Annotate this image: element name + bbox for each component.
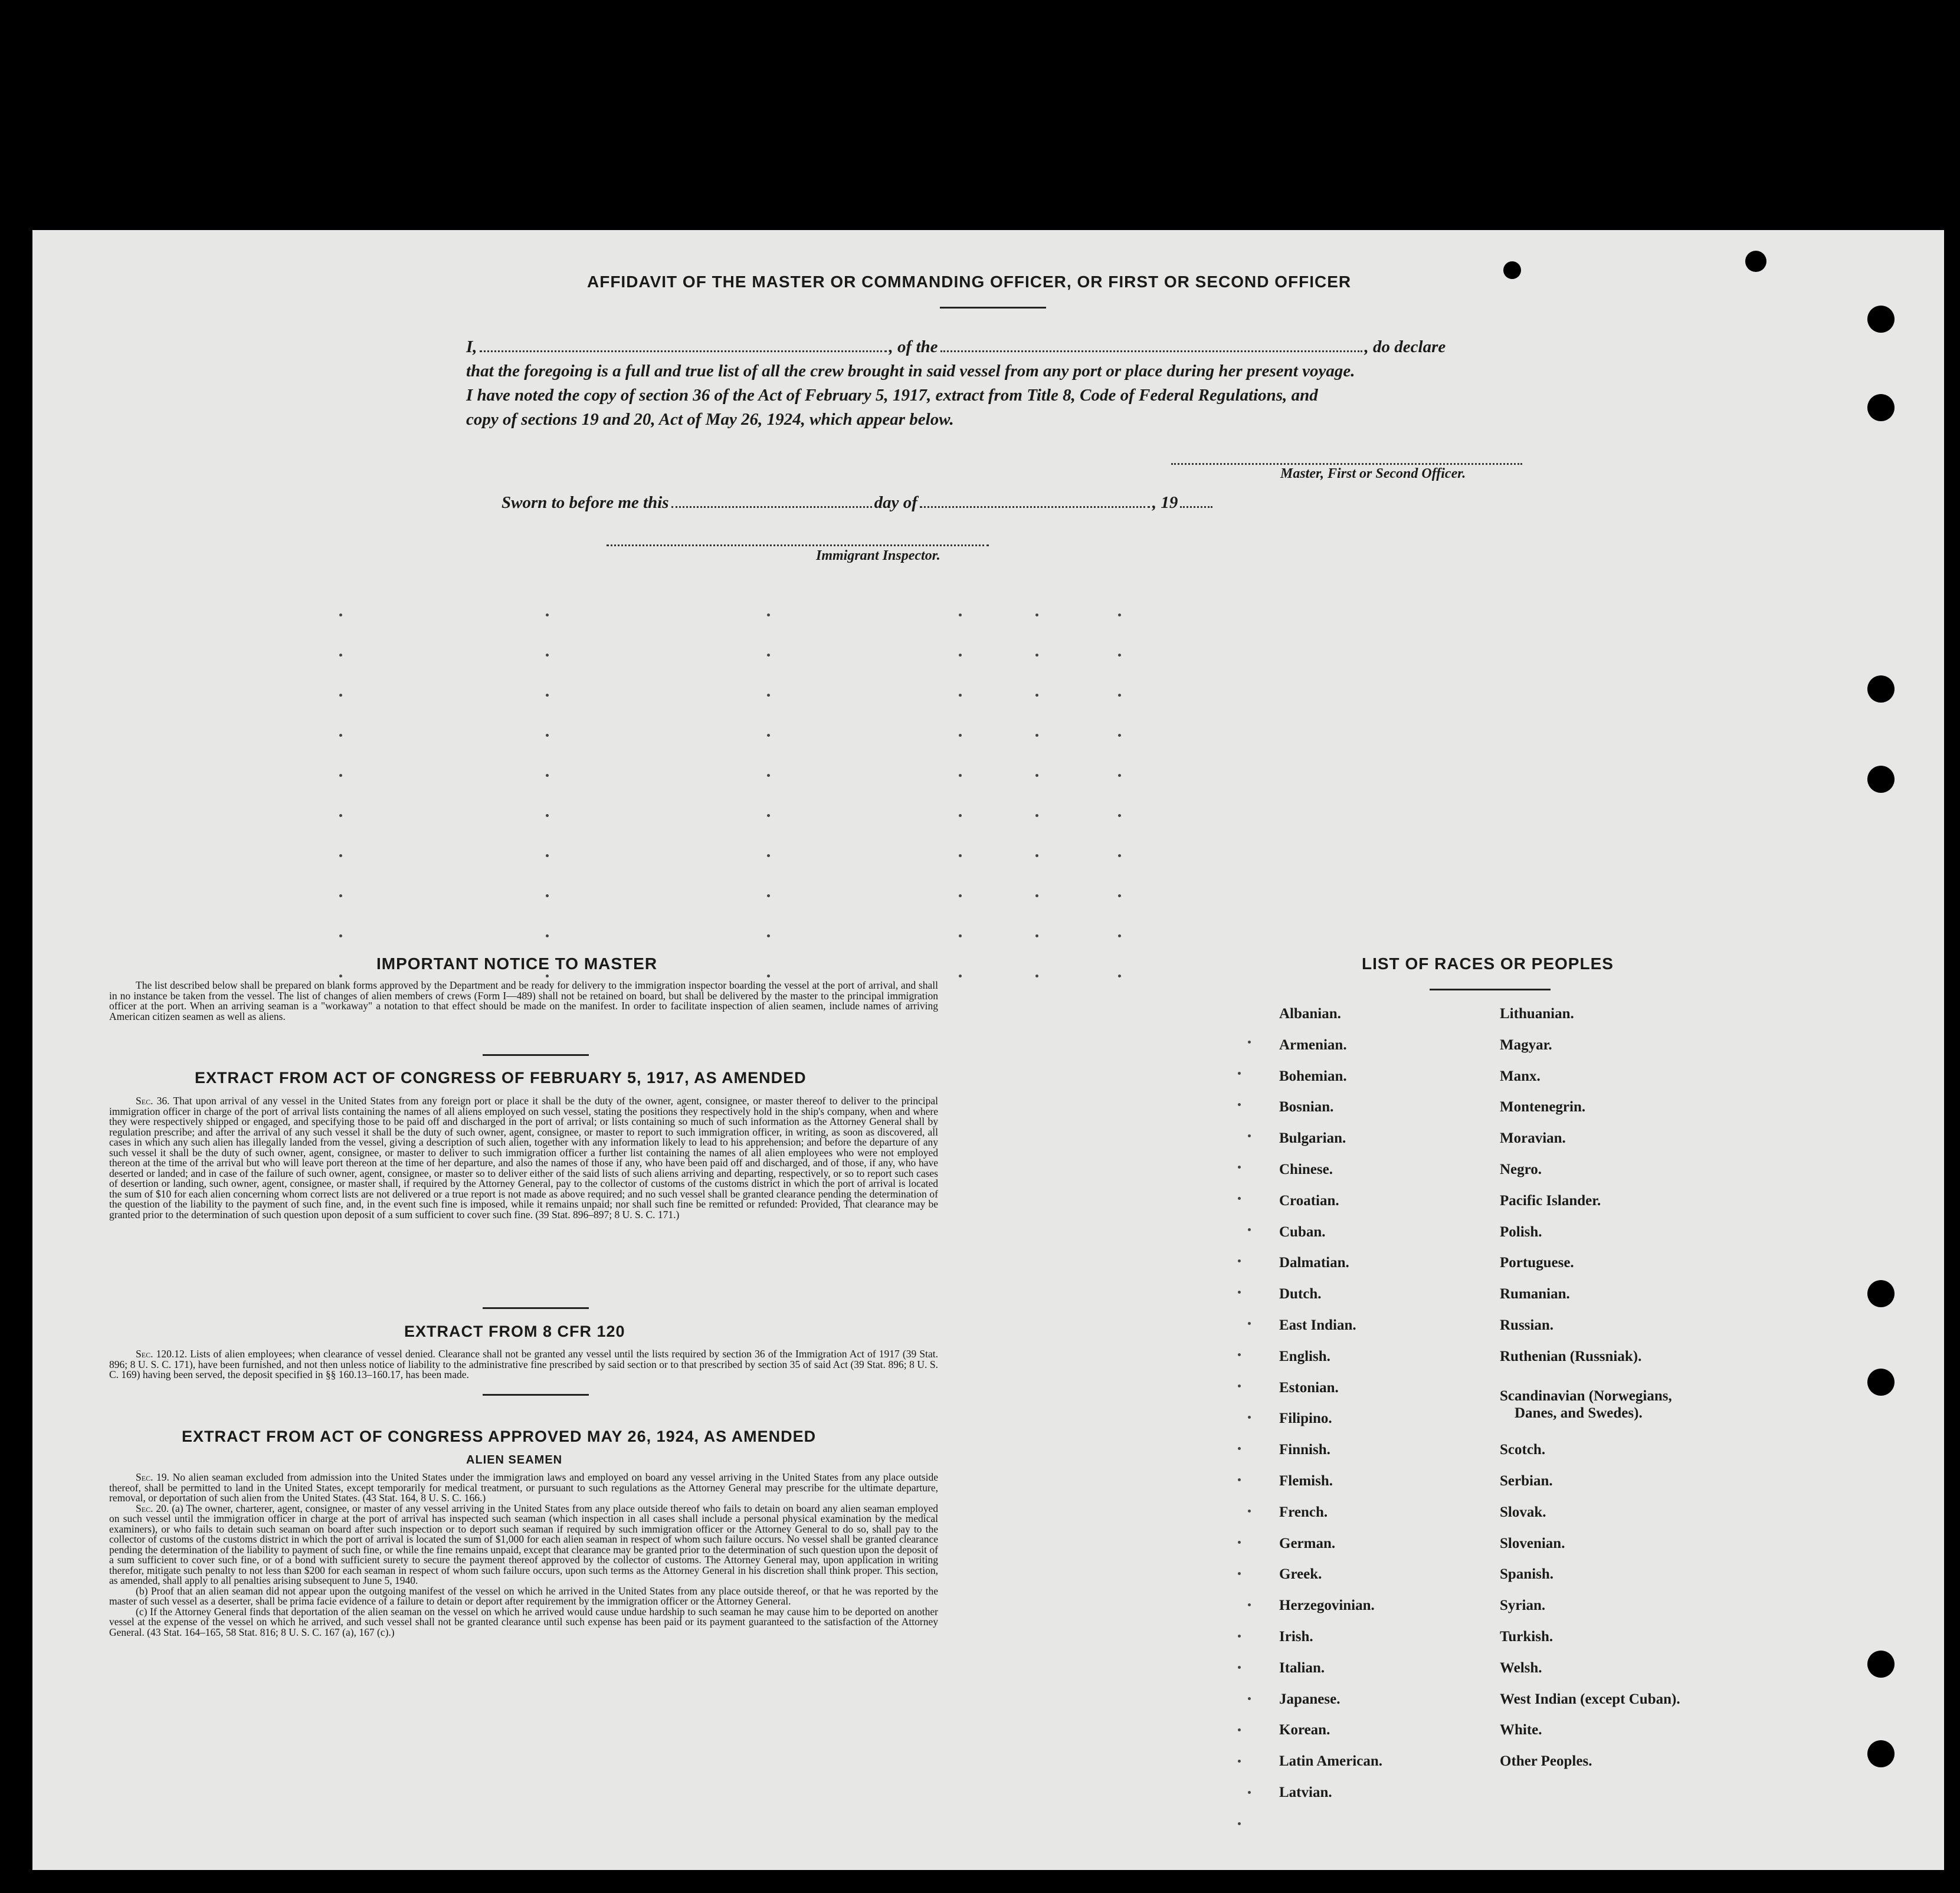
sec-20a-body: (a) The owner, charterer, agent, consignee, or master of any vessel arriving in the United States from any place outside thereof who fails to detain on board any alien seaman employed on such vessel until the immigration officer in charge at the port of arrival has inspected such seaman (which inspection in all cases shall include a personal physical examination by the medical examiners), or who fails to detain such seaman on board after such inspection or to deport such seaman if required by such immigration officer or the Attorney General to do so, shall pay to the collector of customs of the customs district in which the port of arrival is located the sum of $1,000 for each alien seaman in respect of whom such failure occurs. No vessel shall be granted clearance pending the determination of the liability to payment of such fine, or while the fine remains unpaid, except that clearance may be granted prior to the determination of such question upon the deposit of a sum sufficient to cover such fine, or of a bond with sufficient surety to secure the payment thereof approved by the collector of customs. The Attorney General may, upon application in writing therefor, mitigate such penalty to not less than $200 for each seaman in respect of whom such failure occurs, upon such terms as the Attorney General in his discretion shall think proper. This section, as amended, shall apply to all penalties arising subsequent to June 5, 1940. xyxy=(109,1502,938,1586)
race-item: Magyar. xyxy=(1500,1036,1552,1053)
sec-20-label: Sec. 20. xyxy=(136,1502,169,1514)
speck xyxy=(1118,854,1121,857)
alien-seamen-subtitle: ALIEN SEAMEN xyxy=(466,1454,563,1466)
race-item: Korean. xyxy=(1279,1722,1330,1738)
speck xyxy=(1238,1541,1241,1544)
speck xyxy=(339,774,342,777)
race-item: Japanese. xyxy=(1279,1691,1340,1707)
speck xyxy=(339,975,342,977)
sec-19-body: No alien seaman excluded from admission into the United States under the immigration laws and employed on board any vessel arriving in the United States from any place outside thereof, shall be permitted to land in the United States, except temporarily for medical treatment, or pursuant to such regulations as the Attorney General may prescribe for the ultimate departure, removal, or deportation of such alien from the United States. (43 Stat. 164, 8 U. S. C. 166.) xyxy=(109,1471,938,1504)
speck xyxy=(1118,814,1121,817)
speck xyxy=(1035,934,1038,937)
speck xyxy=(1035,613,1038,616)
speck xyxy=(546,694,549,697)
speck xyxy=(1238,1447,1241,1450)
speck xyxy=(959,934,962,937)
speck xyxy=(339,654,342,657)
vessel-field[interactable] xyxy=(940,348,1362,352)
speck xyxy=(767,814,770,817)
inspector-signature-line[interactable] xyxy=(607,544,989,546)
divider xyxy=(483,1054,589,1056)
speck xyxy=(546,613,549,616)
speck xyxy=(1238,1353,1241,1356)
race-item: Croatian. xyxy=(1279,1192,1339,1209)
speck xyxy=(1238,1103,1241,1106)
sworn-line xyxy=(502,493,1215,513)
speck xyxy=(959,894,962,897)
sworn-year: , 19 xyxy=(1152,493,1178,512)
inspector-signature-label: Immigrant Inspector. xyxy=(816,548,940,563)
speck xyxy=(1238,1166,1241,1169)
ink-blot xyxy=(1745,251,1766,272)
speck xyxy=(1248,1322,1251,1325)
race-item: Manx. xyxy=(1500,1068,1541,1084)
speck xyxy=(1238,1666,1241,1669)
race-item: Italian. xyxy=(1279,1659,1325,1676)
speck xyxy=(1035,654,1038,657)
race-item: Russian. xyxy=(1500,1317,1554,1333)
affidavit-line-2: that the foregoing is a full and true list of all the crew brought in said vessel from any port or place during her present voyage. xyxy=(466,362,1355,380)
race-item: White. xyxy=(1500,1722,1542,1738)
race-item: Chinese. xyxy=(1279,1162,1333,1177)
speck xyxy=(546,894,549,897)
sworn-year-field[interactable] xyxy=(1180,504,1212,508)
speck xyxy=(339,694,342,697)
speck xyxy=(1238,1478,1241,1481)
speck xyxy=(1118,734,1121,737)
speck xyxy=(1118,774,1121,777)
speck xyxy=(339,854,342,857)
race-item: Slovenian. xyxy=(1500,1535,1565,1551)
speck xyxy=(1118,894,1121,897)
race-item: Pacific Islander. xyxy=(1500,1192,1601,1209)
punch-hole xyxy=(1867,394,1895,421)
speck xyxy=(767,654,770,657)
speck xyxy=(1118,694,1121,697)
extract-1917-title: EXTRACT FROM ACT OF CONGRESS OF FEBRUARY 5, 1917, AS AMENDED xyxy=(195,1069,807,1087)
speck xyxy=(1035,774,1038,777)
speck xyxy=(767,613,770,616)
race-item: Turkish. xyxy=(1500,1629,1553,1645)
master-signature-label: Master, First or Second Officer. xyxy=(1280,466,1466,481)
extract-cfr-title: EXTRACT FROM 8 CFR 120 xyxy=(404,1323,625,1340)
sworn-month-field[interactable] xyxy=(920,504,1150,508)
speck xyxy=(1035,814,1038,817)
speck xyxy=(546,854,549,857)
race-item: Lithuanian. xyxy=(1500,1006,1574,1022)
sec-36-label: Sec. 36. xyxy=(136,1095,170,1107)
speck xyxy=(1035,854,1038,857)
speck xyxy=(1118,934,1121,937)
speck xyxy=(1035,894,1038,897)
notice-text xyxy=(109,980,938,1022)
race-item: Polish. xyxy=(1500,1223,1542,1240)
punch-hole xyxy=(1867,766,1895,793)
speck xyxy=(959,734,962,737)
speck xyxy=(959,774,962,777)
speck xyxy=(339,613,342,616)
race-item: Bosnian. xyxy=(1279,1099,1334,1116)
race-item: Scandinavian (Norwegians, xyxy=(1500,1388,1672,1405)
speck xyxy=(959,854,962,857)
race-item: Scotch. xyxy=(1500,1442,1546,1458)
master-signature-line[interactable] xyxy=(1171,463,1522,465)
race-item: Spanish. xyxy=(1500,1566,1554,1583)
extract-1924-title: EXTRACT FROM ACT OF CONGRESS APPROVED MAY 26, 1924, AS AMENDED xyxy=(182,1428,817,1445)
speck xyxy=(1248,1416,1251,1419)
sec-120-label: Sec. 120.12. xyxy=(136,1348,188,1360)
punch-hole xyxy=(1867,306,1895,333)
speck xyxy=(1248,1603,1251,1606)
race-item: Ruthenian (Russniak). xyxy=(1500,1348,1642,1364)
race-item: Slovak. xyxy=(1500,1504,1546,1520)
divider xyxy=(1430,989,1551,990)
speck xyxy=(1238,1728,1241,1731)
affidavit-line-3: I have noted the copy of section 36 of the Act of February 5, 1917, extract from Title 8, Code of Federal Regulations, and xyxy=(466,386,1318,405)
punch-hole xyxy=(1867,1280,1895,1307)
race-item: Negro. xyxy=(1500,1162,1542,1177)
speck xyxy=(1238,1259,1241,1262)
speck xyxy=(546,734,549,737)
divider xyxy=(940,307,1046,309)
race-item: Syrian. xyxy=(1500,1597,1546,1614)
race-item: Dalmatian. xyxy=(1279,1255,1349,1271)
race-item: French. xyxy=(1279,1504,1328,1520)
punch-hole xyxy=(1867,1369,1895,1396)
race-item: Bohemian. xyxy=(1279,1068,1347,1084)
race-item: Greek. xyxy=(1279,1566,1322,1583)
affidavit-line-4: copy of sections 19 and 20, Act of May 26, 1924, which appear below. xyxy=(466,410,954,429)
punch-hole xyxy=(1867,1740,1895,1767)
punch-hole xyxy=(1867,1651,1895,1678)
name-field[interactable] xyxy=(480,348,887,352)
speck xyxy=(1035,694,1038,697)
race-item: Dutch. xyxy=(1279,1286,1322,1303)
speck xyxy=(1118,654,1121,657)
sworn-prefix: Sworn to before me this xyxy=(502,493,669,512)
race-item: West Indian (except Cuban). xyxy=(1500,1691,1680,1707)
affidavit-i: I, xyxy=(466,337,477,356)
affidavit-title: AFFIDAVIT OF THE MASTER OR COMMANDING OFFICER, OR FIRST OR SECOND OFFICER xyxy=(587,273,1352,291)
speck xyxy=(546,814,549,817)
sec-19-label: Sec. 19. xyxy=(136,1471,169,1483)
race-item: Portuguese. xyxy=(1500,1255,1574,1271)
race-item: Other Peoples. xyxy=(1500,1753,1592,1770)
extract-1917-text xyxy=(109,1096,938,1220)
affidavit-declare: , do declare xyxy=(1364,337,1446,356)
race-item: Finnish. xyxy=(1279,1442,1330,1458)
races-title: LIST OF RACES OR PEOPLES xyxy=(1362,954,1614,973)
race-item: Moravian. xyxy=(1500,1130,1566,1147)
speck xyxy=(767,774,770,777)
speck xyxy=(339,894,342,897)
speck xyxy=(546,975,549,977)
punch-hole xyxy=(1867,675,1895,703)
notice-paragraph: The list described below shall be prepared on blank forms approved by the Department and be ready for delivery to the immigration inspector boarding the vessel at the port of arrival, and shall in no instance be taken from the vessel. The list of changes of alien members of crews (Form I—489) shall not be retained on board, but shall be delivered by the master to the principal immigration officer at the port. When an arriving seaman is a "workaway" a notation to that effect should be made on the manifest. In order to facilitate inspection of alien seamen, include names of arriving American citizen seamen as well as aliens. xyxy=(109,979,938,1022)
speck xyxy=(767,975,770,977)
speck xyxy=(1238,1760,1241,1763)
speck xyxy=(546,774,549,777)
speck xyxy=(1238,1197,1241,1200)
divider xyxy=(483,1394,589,1396)
race-item: Cuban. xyxy=(1279,1223,1326,1240)
race-item: Armenian. xyxy=(1279,1036,1347,1053)
race-item: Filipino. xyxy=(1279,1410,1332,1427)
speck xyxy=(959,814,962,817)
speck xyxy=(1248,1228,1251,1231)
affidavit-of-the: , of the xyxy=(889,337,938,356)
sec-20c-body: (c) If the Attorney General finds that deportation of the alien seaman on the vessel on which he arrived would cause undue hardship to such seaman he may cause him to be deported on another vessel at the expense of the vessel on which he arrived, and such vessel shall not be granted clearance until such expense has been paid or its payment guaranteed to the satisfaction of the Attorney General. (43 Stat. 164–165, 58 Stat. 816; 8 U. S. C. 167 (a), 167 (c).) xyxy=(109,1605,938,1638)
extract-cfr-text xyxy=(109,1349,938,1380)
speck xyxy=(959,694,962,697)
sec-36-body: That upon arrival of any vessel in the United States from any foreign port or place it shall be the duty of the owner, agent, consignee, or master thereof to deliver to the principal immigration officer in charge of the port of arrival lists containing the names of all aliens employed on such vessel, stating the positions they respectively hold in the ship's company, when and where they were respectively shipped or engaged, and specifying those to be paid off and discharged in the port of arrival; or lists containing so much of such information as the Attorney General shall by regulation prescribe; and after the arrival of any such vessel it shall be the duty of such owner, agent, consignee, or master to report to such immigration officer, in writing, as soon as discovered, all cases in which any such alien has illegally landed from the vessel, giving a description of such alien, together with any information likely to lead to his apprehension; and before the departure of any such vessel it shall be the duty of such owner, agent, consignee, or master to deliver to such immigration officer a further list containing the names of all alien employees who were not employed thereon at the time of the arrival but who will leave port thereon at the time of her departure, and also the names of those if any, who have been paid off and discharged, and of those, if any, who have deserted or landed; and in case of the failure of such owner, agent, consignee, or master so to deliver either of the said lists of such aliens arriving and departing, respectively, or so to report such cases of desertion or landing, such owner, agent, consignee, or master shall, if required by the Attorney General, pay to the collector of customs of the customs district in which the port of arrival is located the sum of $10 for each alien concerning whom correct lists are not delivered or a true report is not made as above required; and no such vessel shall be granted clearance pending the determination of the question of the liability to the payment of such fine, and, in the event such fine is imposed, while it remains unpaid; nor shall such fine be remitted or refunded: Provided, That clearance may be granted prior to the determination of such question upon deposit of a sum sufficient to cover such fine. (39 Stat. 896–897; 8 U. S. C. 171.) xyxy=(109,1095,938,1221)
speck xyxy=(1248,1041,1251,1044)
race-item: Latvian. xyxy=(1279,1784,1332,1800)
sworn-date-field[interactable] xyxy=(671,504,872,508)
speck xyxy=(339,814,342,817)
race-item: Flemish. xyxy=(1279,1473,1333,1489)
ink-blot xyxy=(1503,261,1521,279)
speck xyxy=(1238,1822,1241,1825)
speck xyxy=(959,613,962,616)
race-item: German. xyxy=(1279,1535,1336,1551)
speck xyxy=(1248,1510,1251,1513)
race-item: Montenegrin. xyxy=(1500,1099,1586,1116)
race-item: English. xyxy=(1279,1348,1330,1364)
speck xyxy=(339,734,342,737)
speck xyxy=(1238,1572,1241,1575)
race-item: Albanian. xyxy=(1279,1006,1341,1022)
speck xyxy=(1035,975,1038,977)
race-item: Irish. xyxy=(1279,1629,1313,1645)
speck xyxy=(767,894,770,897)
speck xyxy=(1238,1291,1241,1294)
speck xyxy=(1238,1635,1241,1638)
speck xyxy=(1118,613,1121,616)
sec-120-body: Lists of alien employees; when clearance of vessel denied. Clearance shall not be granted any vessel until the lists required by section 36 of the Immigration Act of 1917 (39 Stat. 896; 8 U. S. C. 171), have been furnished, and not then unless notice of liability to the administrative fine prescribed by said section or to that prescribed by section 35 of said Act (39 Stat. 896; 8 U. S. C. 169) having been served, the deposit specified in §§ 160.13–160.17, has been made. xyxy=(109,1348,938,1380)
affidavit-line-1 xyxy=(466,337,1446,357)
speck xyxy=(1248,1697,1251,1700)
speck xyxy=(1238,1385,1241,1387)
speck xyxy=(546,654,549,657)
sworn-day-of: day of xyxy=(874,493,917,512)
speck xyxy=(1248,1791,1251,1794)
divider xyxy=(483,1307,589,1309)
speck xyxy=(959,975,962,977)
race-item: Rumanian. xyxy=(1500,1286,1570,1303)
race-item: Welsh. xyxy=(1500,1659,1542,1676)
speck xyxy=(767,734,770,737)
speck xyxy=(1035,734,1038,737)
race-item: East Indian. xyxy=(1279,1317,1356,1333)
extract-1924-text xyxy=(109,1472,938,1638)
race-item: Estonian. xyxy=(1279,1379,1339,1396)
speck xyxy=(959,654,962,657)
speck xyxy=(1248,1134,1251,1137)
race-item: Danes, and Swedes). xyxy=(1515,1405,1643,1421)
notice-title: IMPORTANT NOTICE TO MASTER xyxy=(376,954,658,973)
race-item: Bulgarian. xyxy=(1279,1130,1346,1147)
speck xyxy=(767,854,770,857)
race-item: Herzegovinian. xyxy=(1279,1597,1375,1614)
speck xyxy=(546,934,549,937)
speck xyxy=(767,694,770,697)
sec-20b-body: (b) Proof that an alien seaman did not appear upon the outgoing manifest of the vessel on which he arrived in the United States from any place outside thereof, or that he was reported by the master of such vessel as a deserter, shall be prima facie evidence of a failure to detain or deport after requirement by the immigration officer or the Attorney General. xyxy=(109,1584,938,1607)
speck xyxy=(339,934,342,937)
speck xyxy=(1118,975,1121,977)
race-item: Serbian. xyxy=(1500,1473,1553,1489)
speck xyxy=(767,934,770,937)
speck xyxy=(1238,1072,1241,1075)
race-item: Latin American. xyxy=(1279,1753,1382,1770)
